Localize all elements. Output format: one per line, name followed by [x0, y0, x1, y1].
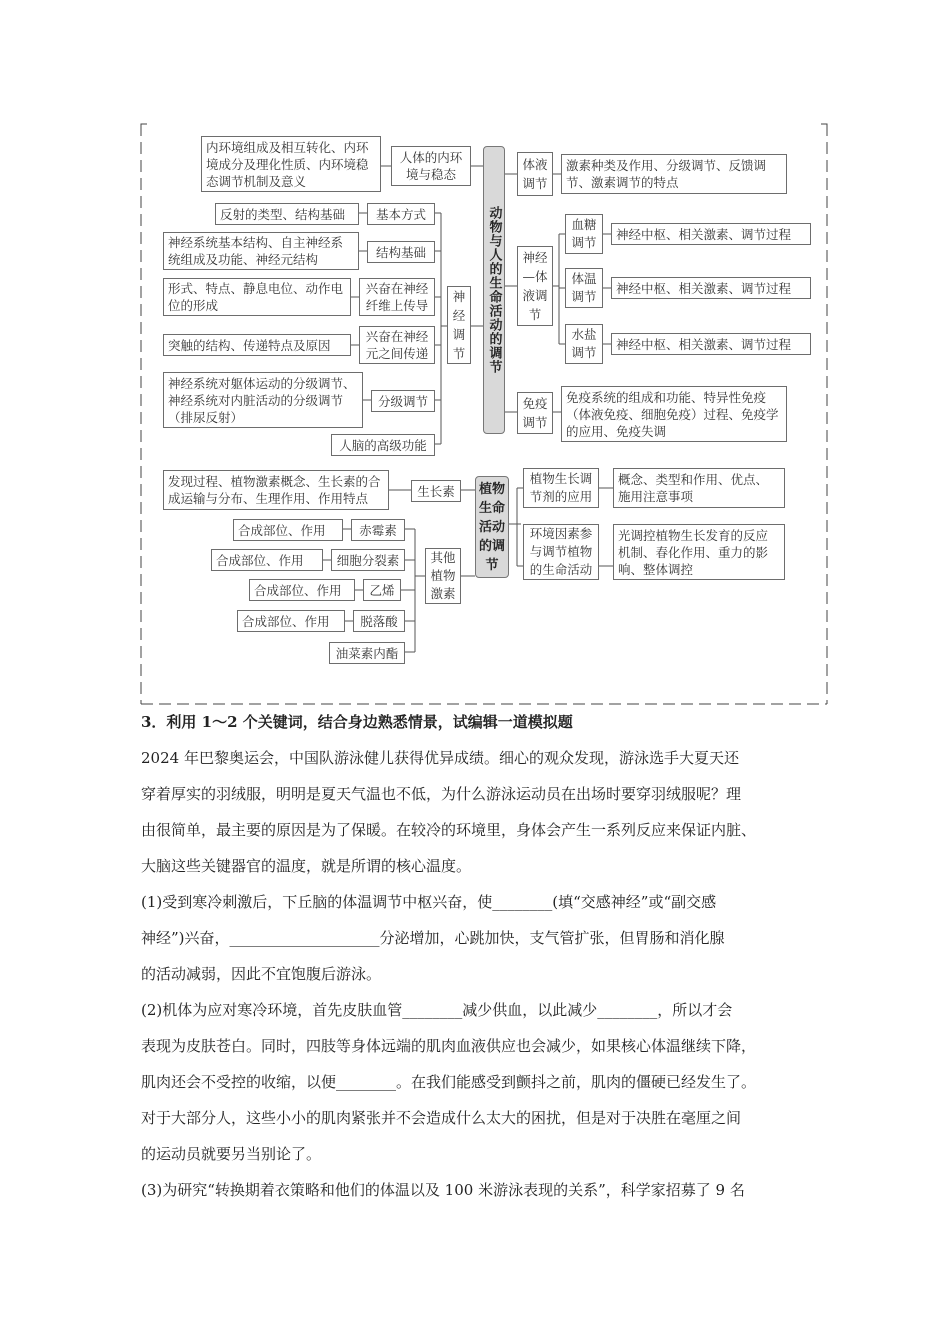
- neuro-humoral-label: 神经—体液调节: [517, 246, 553, 326]
- regulators-detail: 概念、类型和作用、优点、施用注意事项: [613, 468, 785, 508]
- neural-detail-3: 形式、特点、静息电位、动作电位的形成: [163, 278, 351, 316]
- line: 的活动减弱，因此不宜饱腹后游泳。: [141, 965, 382, 983]
- root-plant: [475, 476, 509, 578]
- humoral-detail: 激素种类及作用、分级调节、反馈调节、激素调节的特点: [561, 154, 787, 194]
- line: 穿着厚实的羽绒服，明明是夏天气温也不低，为什么游泳运动员在出场时要穿羽绒服呢？理: [141, 785, 742, 803]
- nh-label-1: 血糖调节: [565, 214, 603, 254]
- line: 2024 年巴黎奥运会，中国队游泳健儿获得优异成绩。细心的观众发现，游泳选手大夏天还: [141, 749, 739, 767]
- homeostasis-detail: 内环境组成及相互转化、内环境成分及理化性质、内环境稳态调节机制及意义: [201, 136, 381, 192]
- oh-label-2: 细胞分裂素: [331, 549, 405, 571]
- neural-detail-1: 反射的类型、结构基础: [215, 203, 359, 225]
- homeostasis-label: 人体的内环境与稳态: [391, 146, 471, 186]
- nh-detail-1: 神经中枢、相关激素、调节过程: [611, 223, 811, 245]
- environment-detail: 光调控植物生长发育的反应机制、春化作用、重力的影响、整体调控: [613, 524, 785, 580]
- root-plant-text: 植物生命活动的调节: [478, 481, 505, 573]
- line: 表现为皮肤苍白。同时，四肢等身体远端的肌肉血液供应也会减少，如果核心体温继续下降，: [141, 1037, 757, 1055]
- regulators-label: 植物生长调节剂的应用: [523, 468, 599, 508]
- oh-detail-3: 合成部位、作用: [249, 579, 355, 601]
- line: (2)机体为应对寒冷环境，首先皮肤血管________减少供血，以此减少________，所以才会: [141, 1001, 733, 1019]
- oh-detail-4: 合成部位、作用: [237, 610, 345, 632]
- auxin-label: 生长素: [411, 480, 461, 502]
- line: 大脑这些关键器官的温度，就是所谓的核心温度。: [141, 857, 472, 875]
- line: 神经”)兴奋，____________________分泌增加，心跳加快，支气管扩张，但胃肠和消化腺: [141, 929, 725, 947]
- nh-label-3: 水盐调节: [565, 324, 603, 364]
- neural-label: 神经调节: [447, 286, 471, 364]
- question-title: 3．利用 1～2 个关键词，结合身边熟悉情景，试编辑一道模拟题: [141, 713, 573, 731]
- line: (1)受到寒冷刺激后，下丘脑的体温调节中枢兴奋，使________(填“交感神经”或“副交感: [141, 893, 717, 911]
- oh-label-3: 乙烯: [363, 579, 401, 601]
- auxin-detail: 发现过程、植物激素概念、生长素的合成运输与分布、生理作用、作用特点: [163, 470, 389, 510]
- environment-label: 环境因素参与调节植物的生命活动: [523, 524, 599, 580]
- humoral-label: 体液调节: [517, 152, 553, 196]
- neural-detail-2: 神经系统基本结构、自主神经系统组成及功能、神经元结构: [163, 232, 359, 270]
- line: 肌肉还会不受控的收缩，以便________。在我们能感受到颤抖之前，肌肉的僵硬已经发生了。: [141, 1073, 757, 1091]
- question-body: [141, 740, 821, 1208]
- immune-label: 免疫调节: [517, 392, 553, 434]
- neural-label-6: 人脑的高级功能: [331, 434, 435, 456]
- line: 的运动员就要另当别论了。: [141, 1145, 322, 1163]
- concept-map: [141, 124, 827, 706]
- immune-detail: 免疫系统的组成和功能、特异性免疫（体液免疫、细胞免疫）过程、免疫学的应用、免疫失调: [561, 386, 787, 442]
- other-hormones-label: 其他植物激素: [425, 548, 461, 604]
- oh-label-4: 脱落酸: [353, 610, 405, 632]
- oh-label-5: 油菜素内酯: [329, 642, 405, 664]
- line: (3)为研究“转换期着衣策略和他们的体温以及 100 米游泳表现的关系”，科学家招募了 9 名: [141, 1181, 745, 1199]
- nh-detail-3: 神经中枢、相关激素、调节过程: [611, 333, 811, 355]
- nh-detail-2: 神经中枢、相关激素、调节过程: [611, 277, 811, 299]
- neural-label-3: 兴奋在神经纤维上传导: [359, 278, 435, 316]
- oh-label-1: 赤霉素: [351, 519, 405, 541]
- neural-label-4: 兴奋在神经元之间传递: [359, 326, 435, 364]
- oh-detail-2: 合成部位、作用: [211, 549, 323, 571]
- nh-label-2: 体温调节: [565, 268, 603, 308]
- neural-detail-5: 神经系统对躯体运动的分级调节、神经系统对内脏活动的分级调节（排尿反射）: [163, 372, 363, 428]
- neural-label-5: 分级调节: [371, 390, 435, 412]
- root-animal: 动物与人的生命活动的调节: [483, 146, 505, 434]
- line: 对于大部分人，这些小小的肌肉紧张并不会造成什么太大的困扰，但是对于决胜在毫厘之间: [141, 1109, 742, 1127]
- line: 由很简单，最主要的原因是为了保暖。在较冷的环境里，身体会产生一系列反应来保证内脏、: [141, 821, 757, 839]
- neural-label-1: 基本方式: [367, 203, 435, 225]
- oh-detail-1: 合成部位、作用: [233, 519, 343, 541]
- neural-label-2: 结构基础: [367, 241, 435, 263]
- neural-detail-4: 突触的结构、传递特点及原因: [163, 334, 351, 356]
